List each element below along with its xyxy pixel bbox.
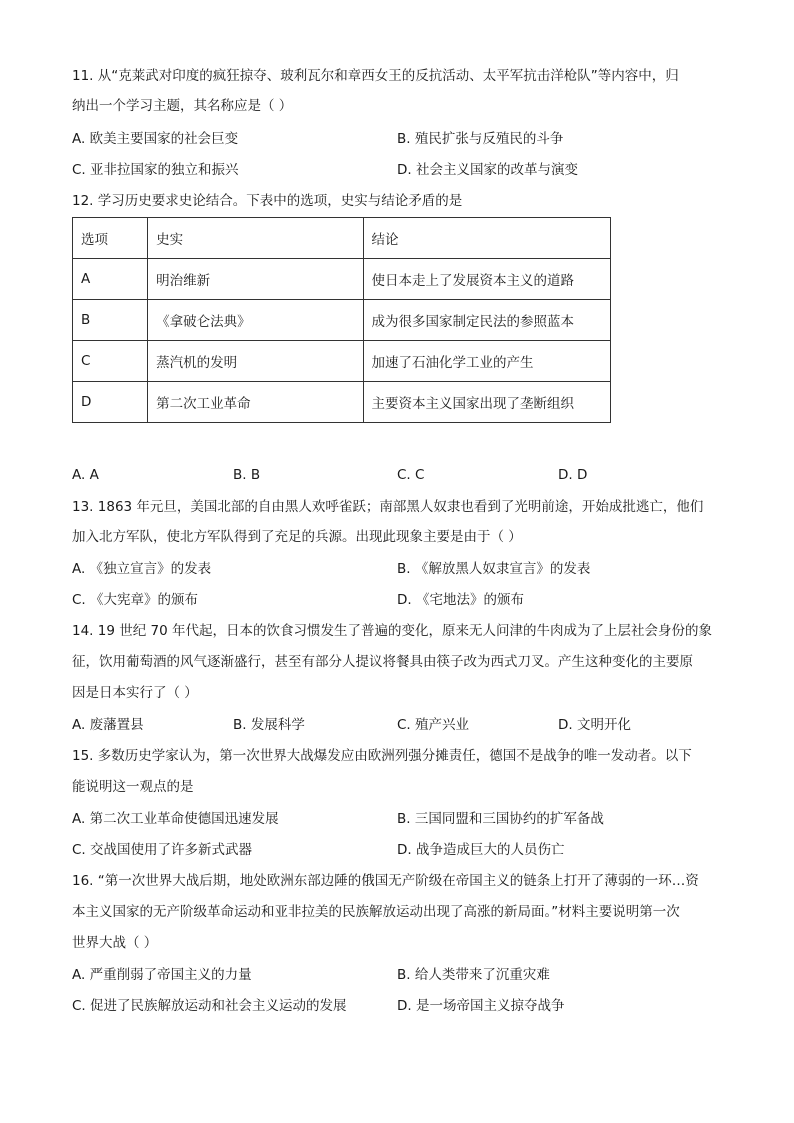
q12-stem-line-1: 12. 学习历史要求史论结合。下表中的选项，史实与结论矛盾的是 bbox=[72, 193, 463, 209]
q11-stem-line-2: 纳出一个学习主题，其名称应是（ ） bbox=[72, 98, 293, 114]
q15-option-c: C. 交战国使用了许多新式武器 bbox=[72, 842, 253, 858]
q14-stem-line-3: 因是日本实行了（ ） bbox=[72, 685, 198, 701]
table-cell: D bbox=[73, 382, 148, 423]
q11-option-b: B. 殖民扩张与反殖民的斗争 bbox=[397, 131, 564, 147]
table-header-row bbox=[73, 218, 611, 259]
table-row bbox=[73, 341, 611, 382]
q16-option-c: C. 促进了民族解放运动和社会主义运动的发展 bbox=[72, 998, 347, 1014]
table-header-cell: 选项 bbox=[73, 218, 148, 259]
table-cell: 明治维新 bbox=[148, 259, 363, 300]
q13-option-a: A. 《独立宣言》的发表 bbox=[72, 561, 212, 577]
table-row bbox=[73, 300, 611, 341]
table-cell: 蒸汽机的发明 bbox=[148, 341, 363, 382]
q11-option-c: C. 亚非拉国家的独立和振兴 bbox=[72, 162, 239, 178]
table-cell: C bbox=[73, 341, 148, 382]
q11-stem-line-1: 11. 从“克莱武对印度的疯狂掠夺、玻利瓦尔和章西女王的反抗活动、太平军抗击洋枪队”等内容中，归 bbox=[72, 68, 679, 84]
q15-option-b: B. 三国同盟和三国协约的扩军备战 bbox=[397, 811, 604, 827]
q11-option-a: A. 欧美主要国家的社会巨变 bbox=[72, 131, 239, 147]
q14-stem-line-2: 征，饮用葡萄酒的风气逐渐盛行，甚至有部分人提议将餐具由筷子改为西式刀叉。产生这种变化的主要原 bbox=[72, 654, 693, 670]
q12-option-d: D. D bbox=[558, 467, 588, 483]
q13-option-d: D. 《宅地法》的颁布 bbox=[397, 592, 524, 608]
q16-option-b: B. 给人类带来了沉重灾难 bbox=[397, 967, 550, 983]
q14-option-d: D. 文明开化 bbox=[558, 717, 631, 733]
table-cell: 第二次工业革命 bbox=[148, 382, 363, 423]
q15-stem-line-1: 15. 多数历史学家认为，第一次世界大战爆发应由欧洲列强分摊责任，德国不是战争的唯一发动者。以下 bbox=[72, 748, 692, 764]
q12-table bbox=[72, 217, 611, 423]
q16-option-d: D. 是一场帝国主义掠夺战争 bbox=[397, 998, 565, 1014]
q16-stem-line-2: 本主义国家的无产阶级革命运动和亚非拉美的民族解放运动出现了高涨的新局面。”材料主要说明第一次 bbox=[72, 904, 680, 920]
q16-option-a: A. 严重削弱了帝国主义的力量 bbox=[72, 967, 252, 983]
q15-option-d: D. 战争造成巨大的人员伤亡 bbox=[397, 842, 565, 858]
table-header-cell: 结论 bbox=[363, 218, 610, 259]
q12-option-b: B. B bbox=[233, 467, 261, 483]
q14-option-c: C. 殖产兴业 bbox=[397, 717, 470, 733]
q16-stem-line-1: 16. “第一次世界大战后期，地处欧洲东部边陲的俄国无产阶级在帝国主义的链条上打开了薄弱的一环…资 bbox=[72, 873, 699, 889]
q15-stem-line-2: 能说明这一观点的是 bbox=[72, 779, 194, 795]
table-cell: 使日本走上了发展资本主义的道路 bbox=[363, 259, 610, 300]
q11-option-d: D. 社会主义国家的改革与演变 bbox=[397, 162, 578, 178]
table-row bbox=[73, 382, 611, 423]
q14-option-b: B. 发展科学 bbox=[233, 717, 305, 733]
table-cell: 《拿破仑法典》 bbox=[148, 300, 363, 341]
q12-option-c: C. C bbox=[397, 467, 425, 483]
table-header-cell: 史实 bbox=[148, 218, 363, 259]
table-row bbox=[73, 259, 611, 300]
q14-option-a: A. 废藩置县 bbox=[72, 717, 144, 733]
q13-option-c: C. 《大宪章》的颁布 bbox=[72, 592, 199, 608]
table-cell: B bbox=[73, 300, 148, 341]
q13-stem-line-1: 13. 1863 年元旦，美国北部的自由黑人欢呼雀跃；南部黑人奴隶也看到了光明前途，开始成批逃亡，他们 bbox=[72, 499, 704, 515]
q13-stem-line-2: 加入北方军队，使北方军队得到了充足的兵源。出现此现象主要是由于（ ） bbox=[72, 529, 522, 545]
table-cell: 成为很多国家制定民法的参照蓝本 bbox=[363, 300, 610, 341]
q12-option-a: A. A bbox=[72, 467, 99, 483]
q13-option-b: B. 《解放黑人奴隶宣言》的发表 bbox=[397, 561, 591, 577]
table-cell: 主要资本主义国家出现了垄断组织 bbox=[363, 382, 610, 423]
table-cell: 加速了石油化学工业的产生 bbox=[363, 341, 610, 382]
table-cell: A bbox=[73, 259, 148, 300]
q14-stem-line-1: 14. 19 世纪 70 年代起，日本的饮食习惯发生了普遍的变化，原来无人问津的牛肉成为了上层社会身份的象 bbox=[72, 623, 712, 639]
q15-option-a: A. 第二次工业革命使德国迅速发展 bbox=[72, 811, 279, 827]
q16-stem-line-3: 世界大战（ ） bbox=[72, 935, 158, 951]
